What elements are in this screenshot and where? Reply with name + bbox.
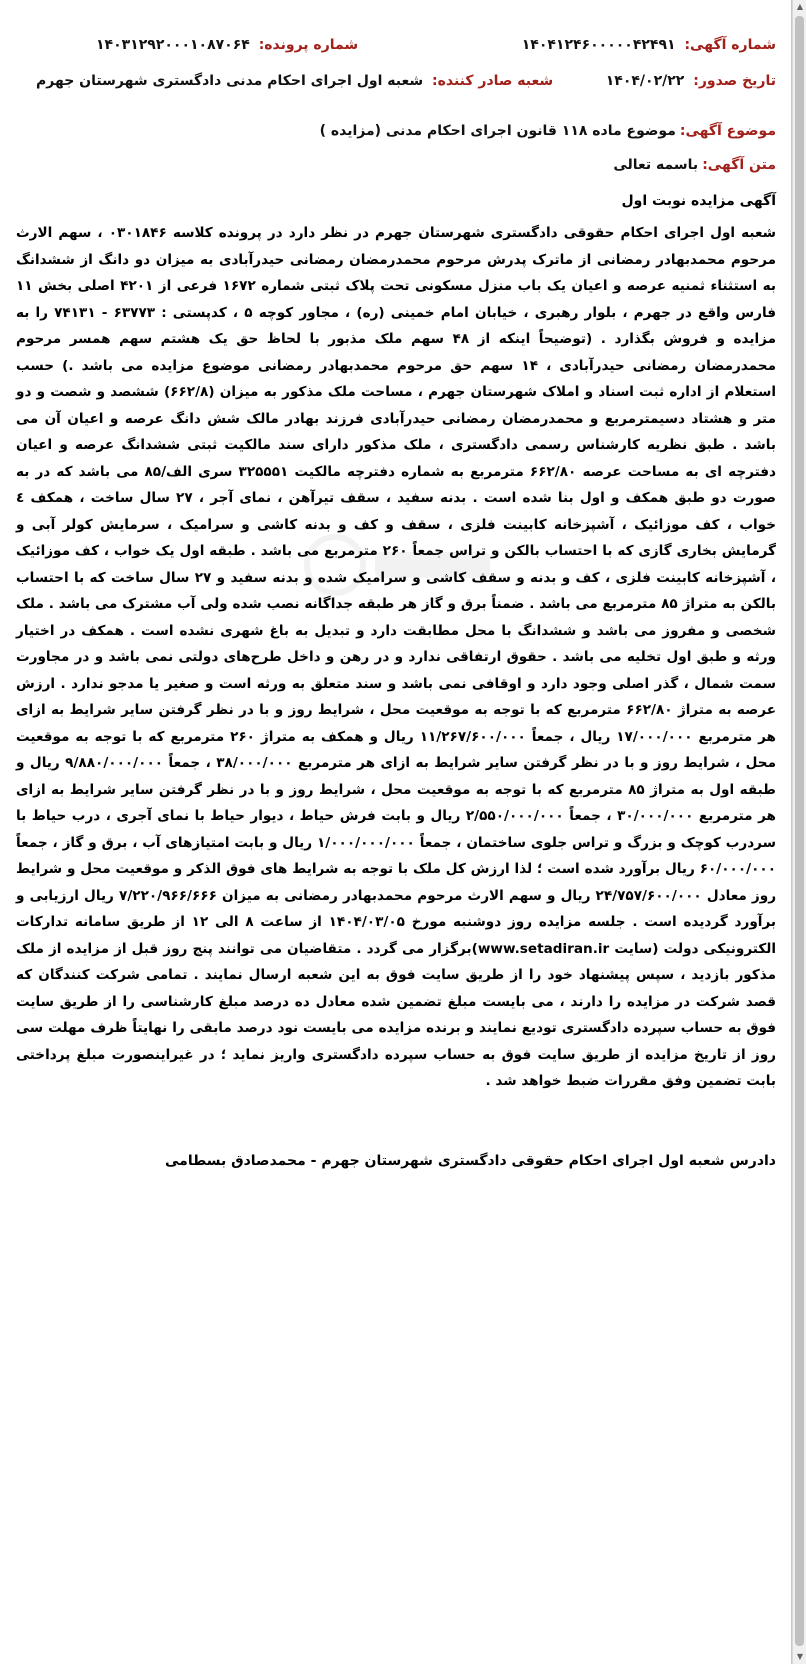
auction-heading: آگهی مزایده نوبت اول <box>621 193 776 209</box>
ad-text-row <box>14 148 776 182</box>
issuing-branch-label: شعبه صادر کننده: <box>432 73 554 89</box>
ad-text-label: متن آگهی: <box>702 157 776 173</box>
vertical-scrollbar[interactable] <box>792 0 806 1664</box>
case-number <box>96 37 358 53</box>
auction-body-text: شعبه اول اجرای احکام حقوقی دادگستری شهرستان جهرم در نظر دارد در پرونده کلاسه ۰۳۰۱۸۴۶ ، سهم الارث مرحوم محمدبهادر رمضانی از ماترک پدرش مرحوم محمدرمضان رمضانی حیدرآبادی به میزان دو دانگ از ششدانگ به استثناء ثمنیه عرصه و اعیان یک باب منزل مسکونی تحت پلاک ثبتی شماره ۱۶۷۲ فرعی از ۴۲۰۱ اصلی بخش ۱۱ فارس واقع در جهرم ، بلوار رهبری ، خیابان امام خمینی (ره) ، مجاور کوچه ۵ ، کدپستی : ۶۳۷۷۳ - ۷۴۱۳۱ را به مزایده و فروش بگذارد . (توضیحاً اینکه از ۴۸ سهم ملک مذبور با لحاظ حق یک هشتم سهم همسر مرحوم محمدرمضان رمضانی حیدرآبادی ، ۱۴ سهم حق مرحوم محمدبهادر رمضانی موضوع مزایده می باشد .) حسب استعلام از اداره ثبت اسناد و املاک شهرستان جهرم ، مساحت ملک مذکور به میزان (۶۶۲/۸) ششصد و شصت و دو متر و هشتاد دسیمترمربع و محمدرمضان رمضانی حیدرآبادی فرزند بهادر مالک شش دانگ عرصه و اعیان آن می باشد . طبق نظریه کارشناس رسمی دادگستری ، ملک مذکور دارای سند مالکیت ثبتی ششدانگ عرصه و اعیان دفترچه ای به مساحت عرصه ۶۶۲/۸۰ مترمربع به شماره دفترچه مالکیت ۳۲۵۵۵۱ سری الف/۸۵ می باشد که در به صورت دو طبق همکف و اول بنا شده است . بدنه سفید ، سقف تیرآهن ، نمای آجر ، ۲۷ سال ساخت ، همکف ٤ خواب ، کف موزائیک ، آشپزخانه کابینت فلزی ، سقف و کف و بدنه کاشی و سرامیک ، سرمایش کولر آبی و گرمایش بخاری گازی که با احتساب بالکن و تراس جمعاً ۲۶۰ مترمربع می باشد . طبقه اول یک خواب ، کف موزائیک ، آشپزخانه کابینت فلزی ، کف و بدنه و سقف کاشی و سرامیک شده و بدنه سفید و ۲۷ سال ساخت که با احتساب بالکن به متراژ ۸۵ مترمربع می باشد . ضمناً برق و گاز هر طبقه جداگانه نصب شده ولی آب مشترک می باشد . ملک شخصی و مفروز می باشد و ششدانگ با محل مطابقت دارد و تبدیل به باغ شهری نشده است . همکف در اختیار ورثه و طبق اول تخلیه می باشد . حقوق ارتفاقی ندارد و در رهن و داخل طرح‌های دولتی نمی باشد و در مجاورت سمت شمال ، گذر اصلی وجود دارد و اوقافی نمی باشد و سند متعلق به ورثه است و صغیر یا مدجو ندارد . ارزش عرصه به متراژ ۶۶۲/۸۰ مترمربع که با توجه به موقعیت محل ، شرایط روز و با در نظر گرفتن سایر شرایط به ازای هر مترمربع ۱۷/۰۰۰/۰۰۰ ریال ، جمعاً ۱۱/۲۶۷/۶۰۰/۰۰۰ ریال و همکف به متراژ ۲۶۰ مترمربع که با توجه به موقعیت محل ، شرایط روز و با در نظر گرفتن سایر شرایط به ازای هر مترمربع ۳۸/۰۰۰/۰۰۰ ، جمعاً ۹/۸۸۰/۰۰۰/۰۰۰ ریال و طبقه اول به متراژ ۸۵ مترمربع که با توجه به موقعیت محل ، شرایط روز و با در نظر گرفتن سایر شرایط به ازای هر مترمربع ۳۰/۰۰۰/۰۰۰ ، جمعاً ۲/۵۵۰/۰۰۰/۰۰۰ ریال و بابت فرش حیاط ، دیوار حیاط با نمای آجری ، درب حیاط با سردرب کوچک و بزرگ و تراس جلوی ساختمان ، جمعاً ۱/۰۰۰/۰۰۰/۰۰۰ ریال و بابت امتیازهای آب ، برق و گاز ، جمعاً ۶۰/۰۰۰/۰۰۰ ریال برآورد شده است ؛ لذا ارزش کل ملک با توجه به شرایط های فوق الذکر و موقعیت محل و شرایط روز معادل ۲۴/۷۵۷/۶۰۰/۰۰۰ ریال و سهم الارث مرحوم محمدبهادر رمضانی به میزان ۷/۲۲۰/۹۶۶/۶۶۶ ریال ارزیابی و برآورد گردیده است . جلسه مزایده روز دوشنبه مورخ ۱۴۰۴/۰۳/۰۵ از ساعت ۸ الی ۱۲ از طریق سامانه تدارکات الکترونیکی دولت (سایت www.setadiran.ir)برگزار می گردد . متقاضیان می توانند پنج روز قبل از مزایده از ملک مذکور بازدید ، سپس پیشنهاد خود را از طریق سایت فوق به این شعبه ارسال نمایند . تمامی شرکت کنندگان که قصد شرکت در مزایده را دارند ، می بایست مبلغ تضمین شده معادل ده درصد مبلغ کارشناسی را از طریق سایت فوق به حساب سپرده دادگستری تودیع نمایند و برنده مزایده می بایست نود درصد مابقی را نهایتاً ظرف مهلت سی روز از تاریخ مزایده از طریق سایت فوق به حساب سپرده دادگستری واریز نماید ؛ در غیراینصورت مبلغ پرداختی بابت تضمین وفق مقررات ضبط خواهد شد . <box>16 225 777 1089</box>
issue-date <box>606 73 776 89</box>
arrow-up-icon[interactable]: ▲ <box>796 2 804 11</box>
ad-text-value: باسمه تعالی <box>613 157 699 173</box>
case-number-value: ۱۴۰۳۱۲۹۲۰۰۰۱۰۸۷۰۶۴ <box>96 37 250 53</box>
issue-date-value: ۱۴۰۴/۰۲/۲۲ <box>605 73 685 89</box>
subject-label: موضوع آگهی: <box>679 123 776 139</box>
issuing-branch <box>36 73 553 89</box>
case-number-label: شماره پرونده: <box>258 37 359 53</box>
arrow-down-icon[interactable]: ▼ <box>796 1652 804 1661</box>
subject-row <box>14 114 776 148</box>
issuing-branch-value: شعبه اول اجرای احکام مدنی دادگستری شهرستان جهرم <box>36 73 424 89</box>
ad-number-label: شماره آگهی: <box>684 37 776 53</box>
header-row-2 <box>14 66 776 96</box>
subject-section <box>14 114 776 182</box>
ad-number-value: ۱۴۰۴۱۲۴۶۰۰۰۰۰۴۲۴۹۱ <box>521 37 676 53</box>
subject-value: موضوع ماده ۱۱۸ قانون اجرای احکام مدنی (مزایده ) <box>319 123 676 139</box>
document-content <box>14 30 776 1169</box>
judge-signature: دادرس شعبه اول اجرای احکام حقوقی دادگستری شهرستان جهرم - محمدصادق بسطامی <box>164 1152 776 1169</box>
ad-number <box>522 37 776 53</box>
scrollbar-thumb[interactable] <box>795 16 804 1646</box>
issue-date-label: تاریخ صدور: <box>693 73 776 89</box>
header-row-1 <box>14 30 776 60</box>
